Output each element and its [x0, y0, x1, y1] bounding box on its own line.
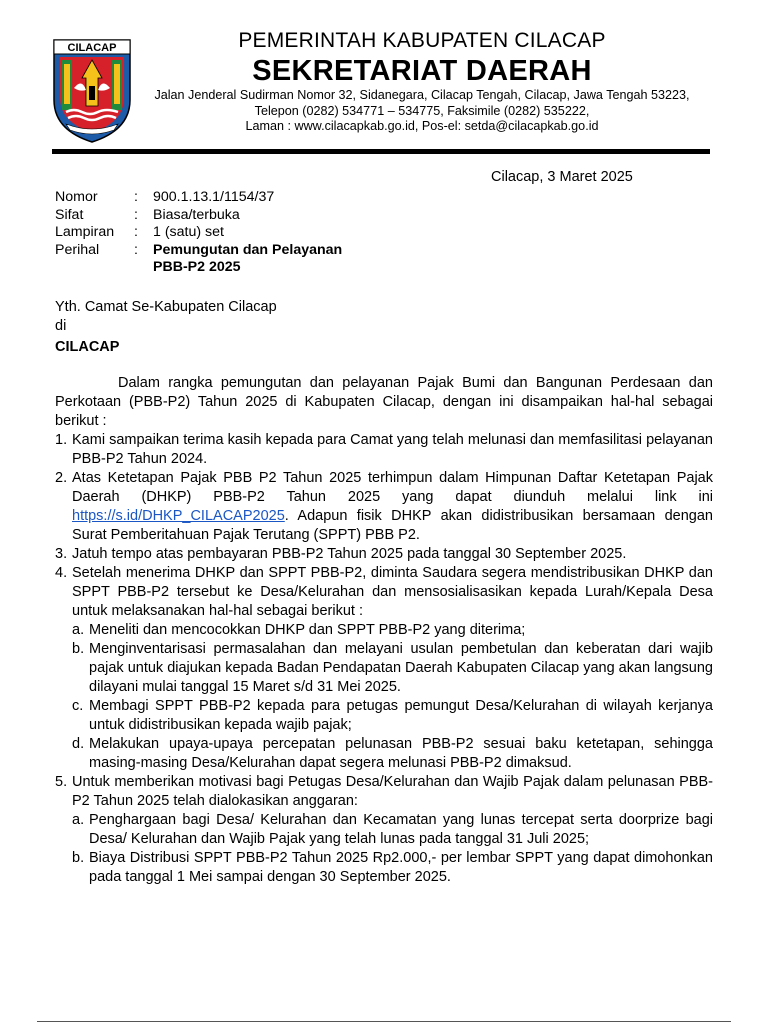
list-number: 3.: [55, 546, 68, 562]
meta-value: 1 (satu) set: [153, 224, 224, 240]
recipient-line-1: Yth. Camat Se-Kabupaten Cilacap: [55, 299, 277, 315]
list-text: Setelah menerima DHKP dan SPPT PBB-P2, diminta Saudara segera mendistribusikan DHKP dan SPPT PBB-P2 tersebut ke Desa/Kelurahan dan mensosialisasikan kepada Lurah/Kepala Desa untuk melaksanakan hal-hal sebagai berikut :: [72, 565, 713, 619]
meta-perihal: [55, 242, 342, 277]
letterhead-divider: [52, 149, 710, 154]
meta-label: Sifat: [55, 206, 84, 223]
sub-list-text: Membagi SPPT PBB-P2 kepada para petugas pemungut Desa/Kelurahan di wilayah kerjanya untuk didistribusikan kepada wajib pajak;: [89, 698, 713, 733]
letterhead: [140, 28, 704, 135]
cilacap-coat-of-arms-icon: [52, 38, 132, 144]
logo-text: CILACAP: [67, 42, 117, 54]
sub-list: [72, 621, 713, 773]
sub-list-item: [72, 697, 713, 735]
sub-list: [72, 811, 713, 887]
sub-list-item: [72, 849, 713, 887]
meta-value: Biasa/terbuka: [153, 206, 240, 223]
sub-list-text: Penghargaan bagi Desa/ Kelurahan dan Kecamatan yang lunas tercepat serta doorprize bagi Desa/ Kelurahan dan Wajib Pajak yang telah lunas pada tanggal 31 Juli 2025;: [89, 812, 713, 847]
list-number: 1.: [55, 432, 68, 448]
address-line-3: Laman : www.cilacapkab.go.id, Pos-el: setda@cilacapkab.go.id: [245, 119, 599, 133]
sub-list-item: [72, 735, 713, 773]
sub-list-text: Meneliti dan mencocokkan DHKP dan SPPT PBB-P2 yang diterima;: [89, 622, 526, 638]
list-item: [55, 564, 713, 773]
list-item: [55, 773, 713, 887]
address-line-2: Telepon (0282) 534771 – 534775, Faksimile (0282) 535222,: [254, 103, 590, 118]
sub-list-letter: a.: [72, 622, 85, 638]
list-text: Jatuh tempo atas pembayaran PBB-P2 Tahun 2025 pada tanggal 30 September 2025.: [72, 546, 627, 562]
list-item: [55, 545, 713, 564]
list-text: . Adapun fisik DHKP akan didistribusikan bersamaan dengan Surat Pemberitahuan Pajak Terutang (SPPT) PBB P2.: [72, 508, 713, 543]
recipient-line-2: di: [55, 318, 67, 334]
sub-list-item: [72, 811, 713, 849]
meta-colon: :: [134, 224, 138, 240]
meta-colon: :: [134, 189, 138, 205]
list-number: 4.: [55, 565, 68, 581]
meta-label: Perihal: [55, 241, 100, 258]
sub-list-item: [72, 640, 713, 697]
letter-date: Cilacap, 3 Maret 2025: [491, 169, 633, 185]
intro-line-1: Dalam rangka pemungutan dan pelayanan Pajak Bumi dan Bangunan Perdesaan dan: [118, 375, 713, 391]
sub-list-item: [72, 621, 713, 640]
main-list: [55, 431, 713, 887]
sub-list-letter: b.: [72, 850, 85, 866]
sub-list-text: Melakukan upaya-upaya percepatan pelunasan PBB-P2 sesuai baku ketetapan, sehingga masing-masing Desa/Kelurahan dapat segera melunasi PBB-P2 dimaksud.: [89, 736, 713, 771]
page-bottom-divider: [37, 1021, 731, 1022]
list-text: Atas Ketetapan Pajak PBB P2 Tahun 2025 terhimpun dalam Himpunan Daftar Ketetapan Pajak Daerah (DHKP) PBB-P2 Tahun 2025 yang dapat diunduh melalui link ini: [72, 470, 713, 505]
sub-list-letter: d.: [72, 736, 85, 752]
meta-colon: :: [134, 241, 138, 258]
list-number: 2.: [55, 470, 68, 486]
perihal-line-1: Pemungutan dan Pelayanan: [153, 241, 343, 258]
dhkp-download-link[interactable]: https://s.id/DHKP_CILACAP2025: [72, 508, 285, 524]
meta-value: 900.1.13.1/1154/37: [153, 189, 275, 205]
list-item: [55, 469, 713, 545]
sub-list-text: Menginventarisasi permasalahan dan melayani usulan pembetulan dan keberatan dari wajib pajak untuk diajukan kepada Badan Pendapatan Daerah Kabupaten Cilacap yang akan langsung dilayani mulai tanggal 15 Maret s/d 31 Mei 2025.: [89, 641, 713, 695]
intro-line-3: berikut :: [55, 413, 107, 429]
sub-list-letter: c.: [72, 698, 84, 714]
meta-label: Nomor: [55, 189, 98, 205]
recipient-line-3: CILACAP: [55, 339, 120, 355]
letter-meta: [55, 189, 342, 277]
perihal-line-2: PBB-P2 2025: [153, 259, 241, 275]
recipient-block: [55, 298, 277, 357]
list-item: [55, 431, 713, 469]
meta-colon: :: [134, 206, 138, 223]
sub-list-letter: b.: [72, 641, 85, 657]
address-line-1: Jalan Jenderal Sudirman Nomor 32, Sidanegara, Cilacap Tengah, Cilacap, Jawa Tengah 53223,: [154, 88, 690, 102]
sub-list-text: Biaya Distribusi SPPT PBB-P2 Tahun 2025 Rp2.000,- per lembar SPPT yang dapat dimohonkan pada tanggal 1 Mei sampai dengan 30 September 2025.: [89, 850, 713, 885]
list-text: Untuk memberikan motivasi bagi Petugas Desa/Kelurahan dan Wajib Pajak dalam pelunasan PBB-P2 Tahun 2025 telah dialokasikan anggaran:: [72, 774, 713, 809]
office-name: SEKRETARIAT DAERAH: [252, 55, 592, 87]
letter-body: [55, 374, 713, 887]
intro-line-2: Perkotaan (PBB-P2) Tahun 2025 di Kabupaten Cilacap, dengan ini disampaikan hal-hal sebagai: [55, 394, 713, 410]
sub-list-letter: a.: [72, 812, 85, 828]
meta-lampiran: [55, 224, 342, 242]
meta-nomor: [55, 189, 342, 207]
meta-sifat: [55, 207, 342, 225]
list-number: 5.: [55, 774, 68, 790]
meta-value: [153, 242, 342, 277]
meta-label: Lampiran: [55, 224, 115, 240]
government-name: PEMERINTAH KABUPATEN CILACAP: [238, 29, 606, 52]
list-text: Kami sampaikan terima kasih kepada para Camat yang telah melunasi dan memfasilitasi pelayanan PBB-P2 Tahun 2024.: [72, 432, 713, 467]
